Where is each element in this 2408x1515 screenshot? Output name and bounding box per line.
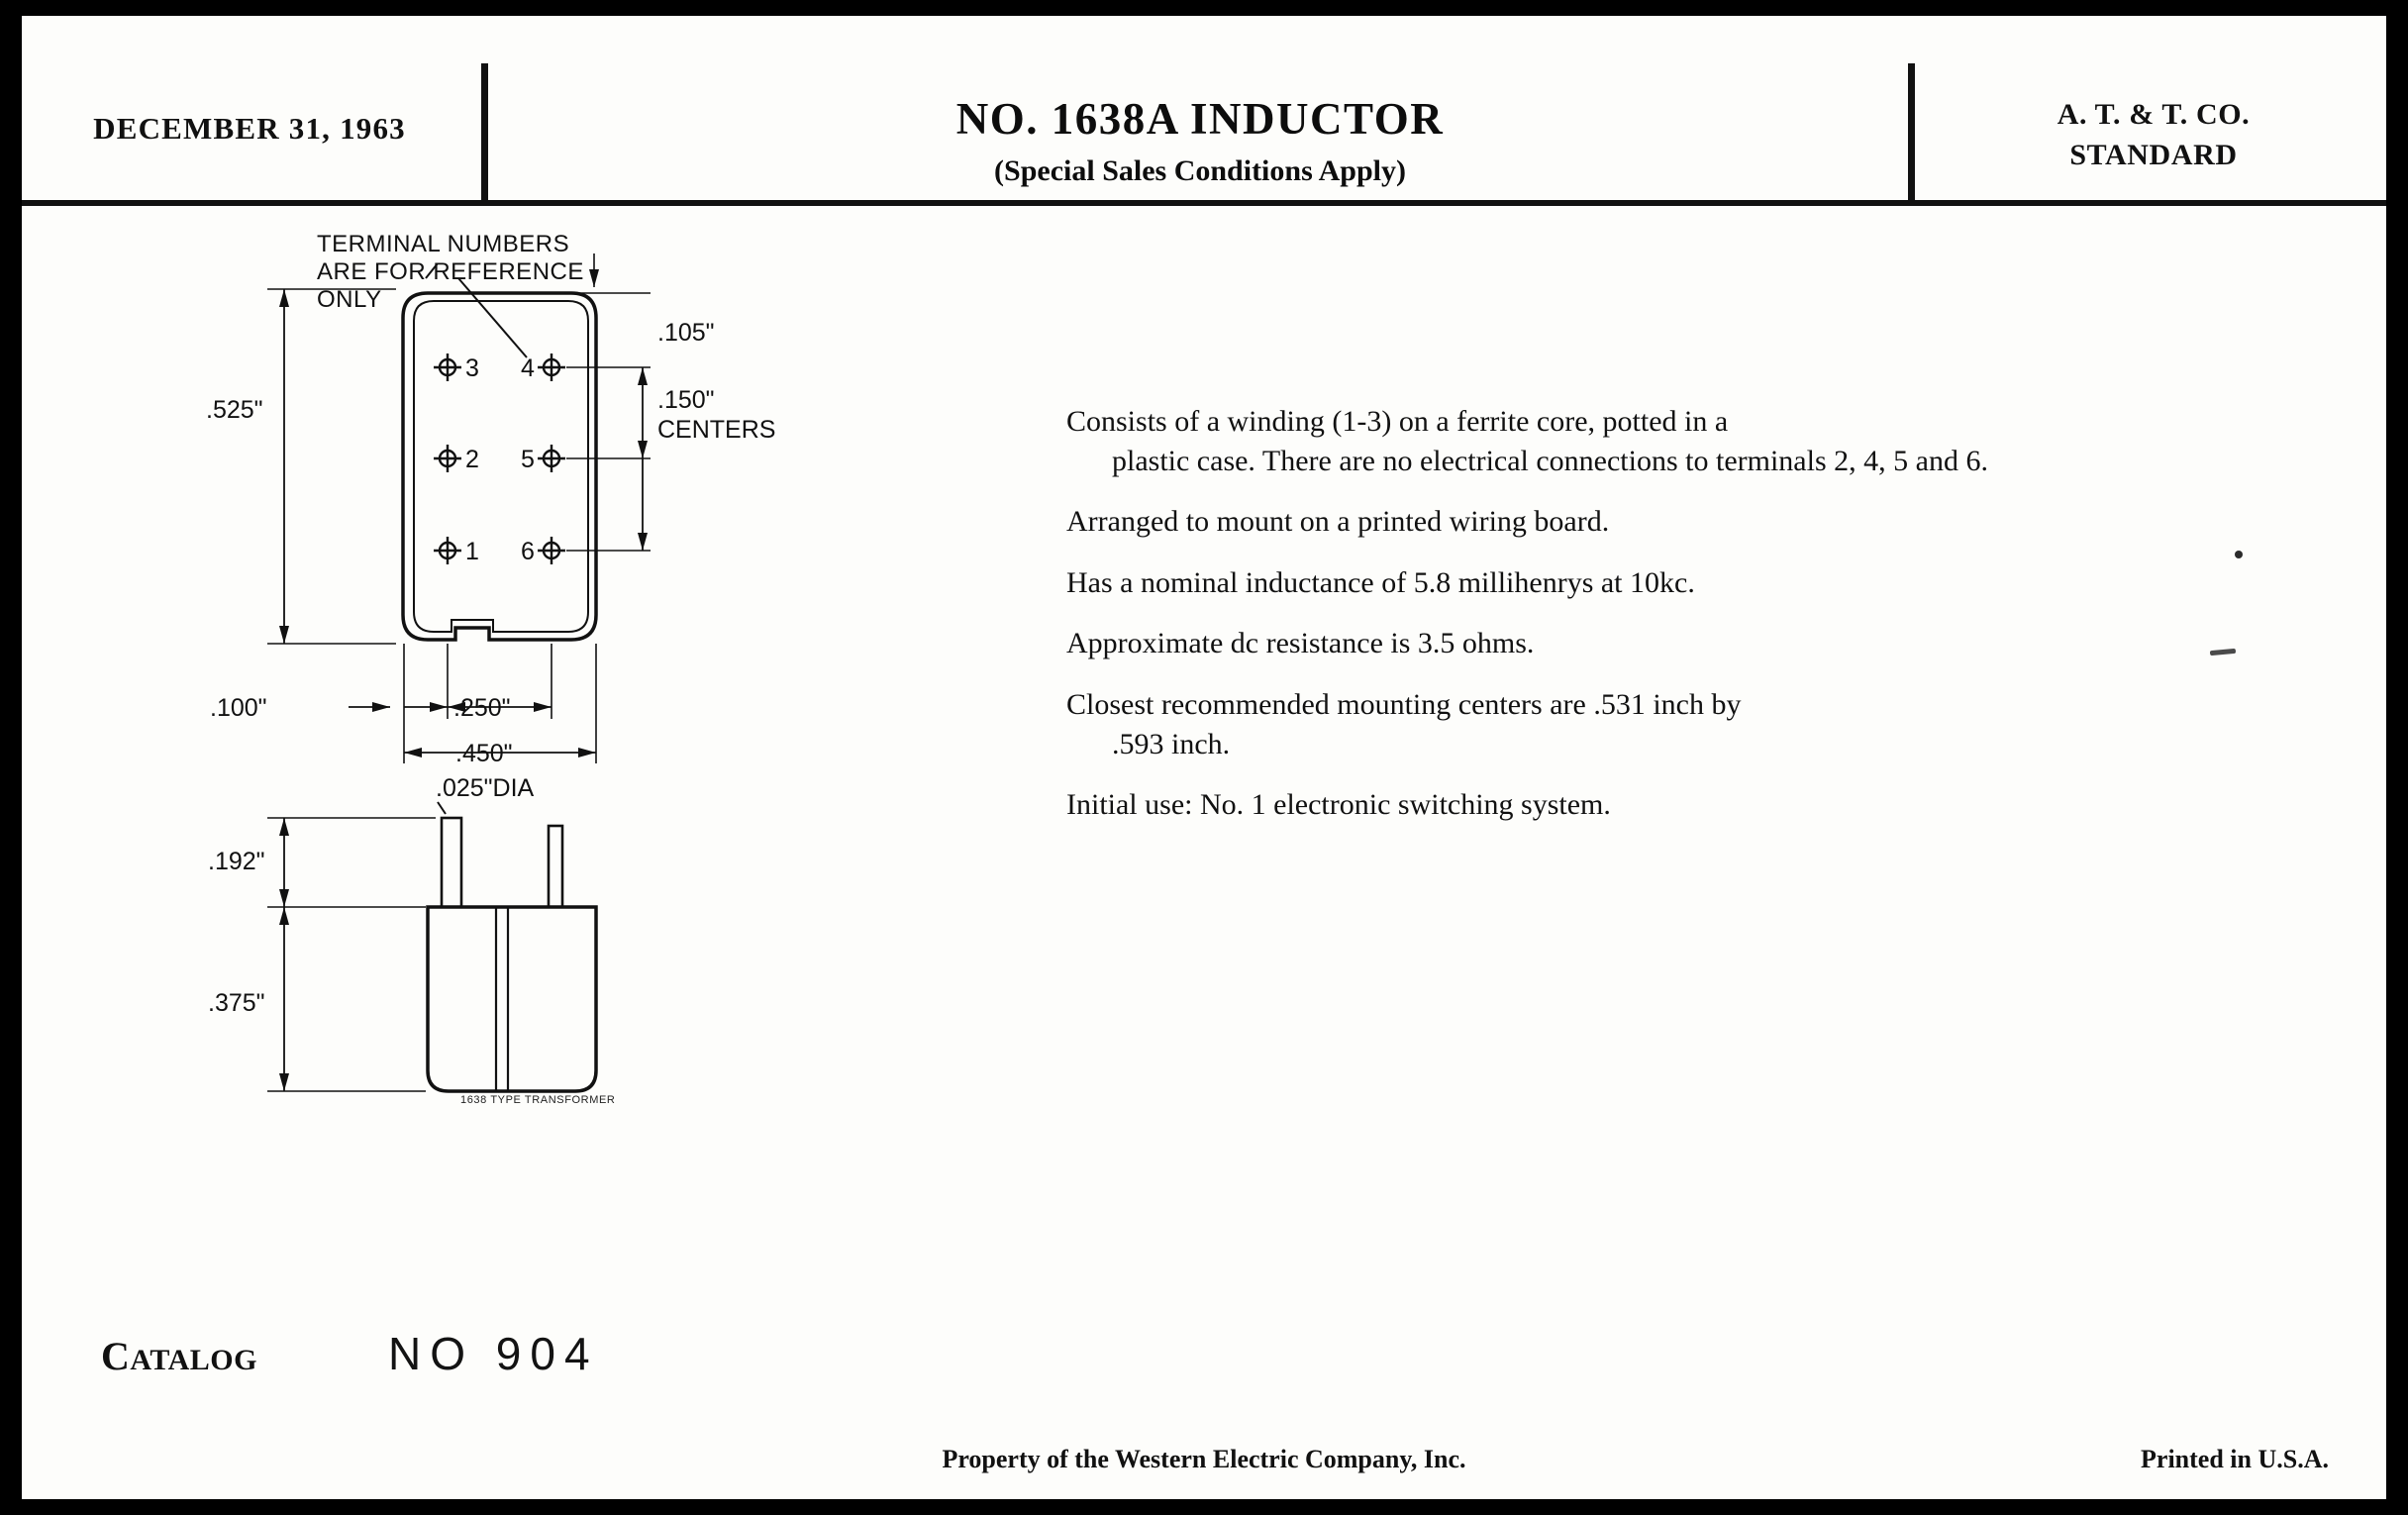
terminal-symbols xyxy=(434,354,565,564)
dim-lead-length: .192" xyxy=(208,848,265,875)
dim-centers-value: .150" xyxy=(657,386,715,414)
paragraph-3 xyxy=(1066,563,2086,603)
catalog-word-rest: ATALOG xyxy=(130,1344,257,1376)
paragraph-1 xyxy=(1066,402,2086,480)
terminal-label-2: 2 xyxy=(465,446,479,473)
dim-centers-label: CENTERS xyxy=(657,416,776,444)
paragraph-3-first: Has a nominal inductance of 5.8 millihenrys at 10kc. xyxy=(1066,565,1695,599)
paragraph-4 xyxy=(1066,624,2086,663)
terminal-label-3: 3 xyxy=(465,354,479,382)
description-text xyxy=(1066,402,2086,847)
page-header xyxy=(22,16,2386,200)
paragraph-2-first: Arranged to mount on a printed wiring board. xyxy=(1066,505,1610,539)
catalog-page xyxy=(22,16,2386,1499)
page-subtitle: (Special Sales Conditions Apply) xyxy=(994,154,1406,187)
page-speck-1 xyxy=(2235,551,2243,558)
terminal-label-6: 6 xyxy=(521,538,535,565)
dim-pitch: .250" xyxy=(453,694,511,722)
case-outline-top xyxy=(403,293,596,640)
terminal-label-1: 1 xyxy=(465,538,479,565)
catalog-word-initial: C xyxy=(101,1334,131,1378)
note-line-1: TERMINAL NUMBERS xyxy=(317,231,570,257)
header-rule xyxy=(22,200,2386,206)
paragraph-1-first: Consists of a winding (1-3) on a ferrite core, potted in a xyxy=(1066,405,1729,438)
issue-date: DECEMBER 31, 1963 xyxy=(93,111,406,146)
paragraph-5-first: Closest recommended mounting centers are .531 inch by xyxy=(1066,687,1742,721)
terminal-label-4: 4 xyxy=(521,354,535,382)
standard-label xyxy=(1923,95,2384,175)
printed-note: Printed in U.S.A. xyxy=(2141,1445,2329,1473)
dim-lead-dia: .025"DIA xyxy=(436,774,535,802)
case-marking-text: 1638 TYPE TRANSFORMER xyxy=(460,1094,616,1106)
note-line-3: ONLY xyxy=(317,286,382,313)
paragraph-1-rest: plastic case. There are no electrical connections to terminals 2, 4, 5 and 6. xyxy=(1112,444,1988,477)
catalog-line xyxy=(101,1328,794,1379)
catalog-number: NO 904 xyxy=(388,1328,599,1379)
case-outline-top-inner xyxy=(414,301,588,632)
paragraph-6-first: Initial use: No. 1 electronic switching system. xyxy=(1066,788,1611,822)
dim-overall-width: .450" xyxy=(455,740,513,767)
page-speck-2 xyxy=(2210,649,2236,656)
case-outline-side xyxy=(428,907,596,1091)
dim-top-gap: .105" xyxy=(657,319,715,347)
paragraph-2 xyxy=(1066,502,2086,542)
dim-body-height: .375" xyxy=(208,989,265,1017)
page-title: NO. 1638A INDUCTOR xyxy=(955,94,1445,144)
paragraph-4-first: Approximate dc resistance is 3.5 ohms. xyxy=(1066,627,1535,660)
note-line-2: ARE FOR REFERENCE xyxy=(317,258,584,285)
dim-left-offset: .100" xyxy=(210,694,267,722)
dim-overall-height: .525" xyxy=(206,396,263,424)
note-leader xyxy=(458,278,527,357)
standard-word: STANDARD xyxy=(2069,138,2238,171)
catalog-word xyxy=(101,1334,257,1378)
paragraph-6 xyxy=(1066,785,2086,825)
property-note: Property of the Western Electric Company, Inc. xyxy=(942,1445,1466,1473)
terminal-label-5: 5 xyxy=(521,446,535,473)
company-name: A. T. & T. CO. xyxy=(2057,98,2251,131)
paragraph-5-rest: .593 inch. xyxy=(1112,727,1231,760)
header-divider-left xyxy=(481,63,488,200)
inductor-drawing xyxy=(200,224,1052,1263)
paragraph-5 xyxy=(1066,685,2086,763)
header-divider-right xyxy=(1908,63,1915,200)
